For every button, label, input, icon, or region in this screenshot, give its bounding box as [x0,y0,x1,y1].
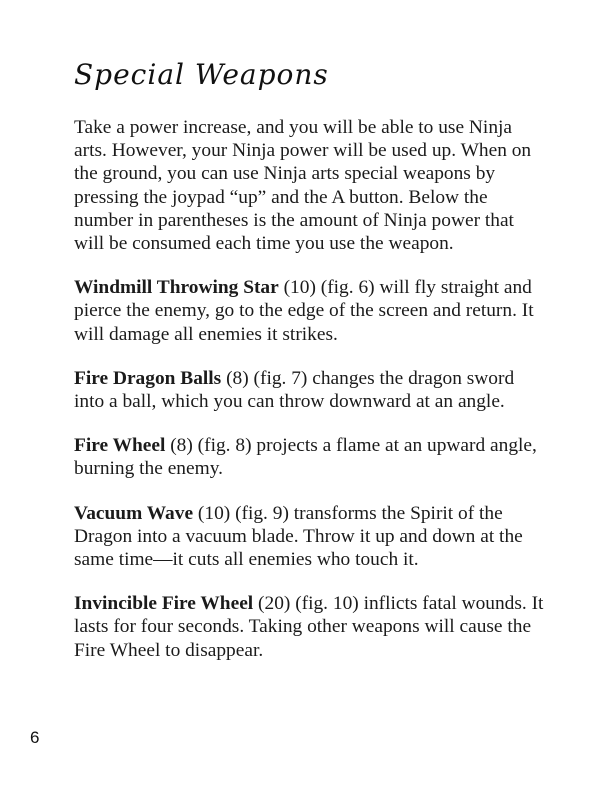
page-title: Special Weapons [74,58,329,91]
weapon-description: (8) (fig. 7) changes the dragon sword into a ball, which you can throw downward at an angle. [74,367,515,413]
weapon-description: (20) (fig. 10) inflicts fatal wounds. It lasts for four seconds. Taking other weapons will cause the Fire Wheel to disappear. [74,593,544,661]
weapon-paragraph-vacuum-wave [74,502,544,572]
weapon-name: Fire Dragon Balls [74,367,222,389]
weapon-paragraph-fire-dragon-balls [74,367,544,413]
weapon-paragraph-invincible-fire-wheel [74,592,544,662]
weapon-name: Vacuum Wave [74,502,194,524]
weapon-description: (10) (fig. 6) will fly straight and pierce the enemy, go to the edge of the screen and return. It will damage all enemies it strikes. [74,277,534,345]
weapon-description: (10) (fig. 9) transforms the Spirit of the Dragon into a vacuum blade. Throw it up and down at the same time—it cuts all enemies who touch it. [74,502,523,571]
body-text [74,116,544,683]
weapon-name: Invincible Fire Wheel [74,593,254,615]
weapon-description: (8) (fig. 8) projects a flame at an upward angle, burning the enemy. [74,435,537,480]
weapon-paragraph-fire-wheel [74,434,544,480]
weapon-name: Windmill Throwing Star [74,277,279,299]
page-number: 6 [30,728,40,747]
intro-paragraph: Take a power increase, and you will be able to use Ninja arts. However, your Ninja power will be used up. When on the ground, you can use Ninja arts special weapons by pressing the joypad “up” and the A button. Below the number in parentheses is the amount of Ninja power that will be consumed each time you use the weapon. [74,117,532,255]
weapon-name: Fire Wheel [74,435,166,457]
weapon-paragraph-windmill-throwing-star [74,276,544,346]
